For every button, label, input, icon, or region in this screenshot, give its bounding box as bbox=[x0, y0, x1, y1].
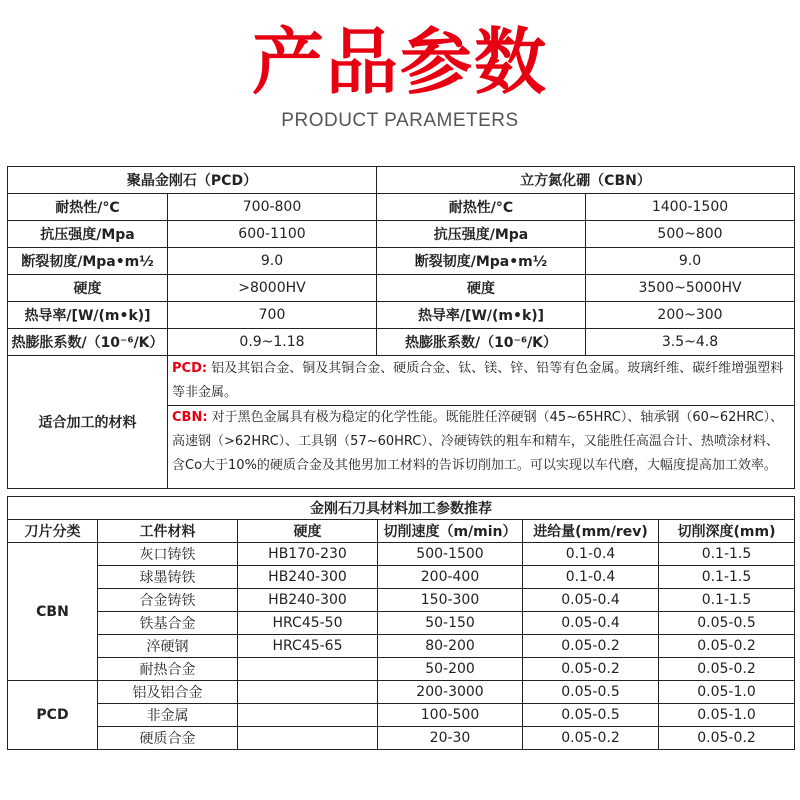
col-header-feed: 进给量(mm/rev) bbox=[523, 520, 659, 543]
property-row bbox=[8, 194, 795, 221]
cell-speed: 50-150 bbox=[378, 612, 523, 635]
cell-feed: 0.1-0.4 bbox=[523, 543, 659, 566]
property-row bbox=[8, 329, 795, 356]
group-cbn: CBN bbox=[8, 543, 98, 681]
table-row bbox=[8, 543, 795, 566]
pcd-header: 聚晶金刚石（PCD） bbox=[8, 167, 377, 194]
cell-depth: 0.05-1.0 bbox=[659, 681, 795, 704]
property-label: 抗压强度/Mpa bbox=[377, 221, 586, 248]
cbn-value: 500~800 bbox=[586, 221, 795, 248]
cell-feed: 0.05-0.5 bbox=[523, 681, 659, 704]
cell-hardness bbox=[238, 681, 378, 704]
params-caption-row bbox=[8, 497, 795, 520]
col-header-category: 刀片分类 bbox=[8, 520, 98, 543]
cell-feed: 0.05-0.2 bbox=[523, 658, 659, 681]
cbn-header: 立方氮化硼（CBN） bbox=[377, 167, 795, 194]
property-label: 断裂韧度/Mpa•m½ bbox=[377, 248, 586, 275]
table-row bbox=[8, 704, 795, 727]
cell-material: 铝及铝合金 bbox=[98, 681, 238, 704]
cell-depth: 0.05-0.2 bbox=[659, 727, 795, 750]
cell-hardness: HB170-230 bbox=[238, 543, 378, 566]
cell-depth: 0.05-1.0 bbox=[659, 704, 795, 727]
col-header-speed: 切削速度（m/min） bbox=[378, 520, 523, 543]
property-label: 耐热性/°C bbox=[377, 194, 586, 221]
materials-label: 适合加工的材料 bbox=[8, 356, 168, 489]
cell-material: 铁基合金 bbox=[98, 612, 238, 635]
property-row bbox=[8, 221, 795, 248]
table-row bbox=[8, 589, 795, 612]
table-row bbox=[8, 658, 795, 681]
pcd-tag: PCD: bbox=[172, 361, 208, 376]
cell-material: 灰口铸铁 bbox=[98, 543, 238, 566]
pcd-value: >8000HV bbox=[168, 275, 377, 302]
pcd-value: 9.0 bbox=[168, 248, 377, 275]
cell-feed: 0.05-0.4 bbox=[523, 612, 659, 635]
cell-depth: 0.1-1.5 bbox=[659, 543, 795, 566]
pcd-materials-text: 铝及其铝合金、铜及其铜合金、硬质合金、钛、镁、锌、铅等有色金属。玻璃纤维、碳纤维增强塑料等非金属。 bbox=[172, 361, 784, 400]
pcd-materials bbox=[168, 357, 794, 406]
cell-material: 合金铸铁 bbox=[98, 589, 238, 612]
cell-hardness bbox=[238, 727, 378, 750]
pcd-value: 700-800 bbox=[168, 194, 377, 221]
cbn-materials bbox=[168, 406, 794, 478]
cell-depth: 0.1-1.5 bbox=[659, 566, 795, 589]
property-row bbox=[8, 275, 795, 302]
cbn-value: 9.0 bbox=[586, 248, 795, 275]
cell-depth: 0.05-0.2 bbox=[659, 635, 795, 658]
pcd-value: 700 bbox=[168, 302, 377, 329]
property-label: 硬度 bbox=[377, 275, 586, 302]
col-header-depth: 切削深度(mm) bbox=[659, 520, 795, 543]
property-label: 热导率/[W/(m•k)] bbox=[8, 302, 168, 329]
property-label: 热膨胀系数/（10⁻⁶/K） bbox=[377, 329, 586, 356]
cell-hardness: HRC45-65 bbox=[238, 635, 378, 658]
cell-speed: 20-30 bbox=[378, 727, 523, 750]
cell-speed: 200-400 bbox=[378, 566, 523, 589]
cell-material: 耐热合金 bbox=[98, 658, 238, 681]
property-row bbox=[8, 302, 795, 329]
cbn-tag: CBN: bbox=[172, 410, 208, 425]
property-label: 热膨胀系数/（10⁻⁶/K） bbox=[8, 329, 168, 356]
table-row bbox=[8, 635, 795, 658]
cell-speed: 150-300 bbox=[378, 589, 523, 612]
cell-feed: 0.1-0.4 bbox=[523, 566, 659, 589]
cell-speed: 80-200 bbox=[378, 635, 523, 658]
page-subtitle: PRODUCT PARAMETERS bbox=[281, 110, 519, 131]
table-row bbox=[8, 727, 795, 750]
cutting-params-table bbox=[7, 496, 795, 750]
cell-speed: 100-500 bbox=[378, 704, 523, 727]
cbn-value: 3.5~4.8 bbox=[586, 329, 795, 356]
property-label: 硬度 bbox=[8, 275, 168, 302]
cell-depth: 0.1-1.5 bbox=[659, 589, 795, 612]
cell-hardness: HB240-300 bbox=[238, 589, 378, 612]
cell-feed: 0.05-0.2 bbox=[523, 727, 659, 750]
table-row bbox=[8, 612, 795, 635]
property-label: 抗压强度/Mpa bbox=[8, 221, 168, 248]
cbn-value: 3500~5000HV bbox=[586, 275, 795, 302]
cell-material: 硬质合金 bbox=[98, 727, 238, 750]
cell-hardness bbox=[238, 658, 378, 681]
cell-speed: 200-3000 bbox=[378, 681, 523, 704]
cell-material: 淬硬钢 bbox=[98, 635, 238, 658]
cell-depth: 0.05-0.5 bbox=[659, 612, 795, 635]
cell-feed: 0.05-0.2 bbox=[523, 635, 659, 658]
page-title: 产品参数 bbox=[251, 20, 548, 104]
table-row bbox=[8, 681, 795, 704]
cell-speed: 500-1500 bbox=[378, 543, 523, 566]
cbn-value: 200~300 bbox=[586, 302, 795, 329]
cell-feed: 0.05-0.4 bbox=[523, 589, 659, 612]
cell-speed: 50-200 bbox=[378, 658, 523, 681]
materials-row bbox=[8, 356, 795, 489]
cbn-materials-text: 对于黑色金属具有极为稳定的化学性能。既能胜任淬硬钢（45~65HRC）、轴承钢（60~62HRC）、高速钢（>62HRC）、工具钢（57~60HRC）、冷硬铸铁的粗车和精车，又能胜任高温合计、热喷涂材料、含Co大于10%的硬质合金及其他男加工材料的告诉切削加工。可以实现以车代磨，大幅度提高加工效率。 bbox=[172, 410, 784, 473]
cbn-value: 1400-1500 bbox=[586, 194, 795, 221]
property-label: 断裂韧度/Mpa•m½ bbox=[8, 248, 168, 275]
table-row bbox=[8, 566, 795, 589]
cell-feed: 0.05-0.5 bbox=[523, 704, 659, 727]
properties-table bbox=[7, 166, 795, 489]
cell-hardness bbox=[238, 704, 378, 727]
cell-hardness: HRC45-50 bbox=[238, 612, 378, 635]
materials-description bbox=[168, 356, 795, 489]
pcd-value: 600-1100 bbox=[168, 221, 377, 248]
cell-hardness: HB240-300 bbox=[238, 566, 378, 589]
cell-material: 非金属 bbox=[98, 704, 238, 727]
cell-material: 球墨铸铁 bbox=[98, 566, 238, 589]
pcd-value: 0.9~1.18 bbox=[168, 329, 377, 356]
col-header-hardness: 硬度 bbox=[238, 520, 378, 543]
properties-header-row bbox=[8, 167, 795, 194]
group-pcd: PCD bbox=[8, 681, 98, 750]
cell-depth: 0.05-0.2 bbox=[659, 658, 795, 681]
property-label: 热导率/[W/(m•k)] bbox=[377, 302, 586, 329]
property-row bbox=[8, 248, 795, 275]
col-header-material: 工件材料 bbox=[98, 520, 238, 543]
property-label: 耐热性/°C bbox=[8, 194, 168, 221]
params-header-row bbox=[8, 520, 795, 543]
params-caption: 金刚石刀具材料加工参数推荐 bbox=[8, 497, 795, 520]
